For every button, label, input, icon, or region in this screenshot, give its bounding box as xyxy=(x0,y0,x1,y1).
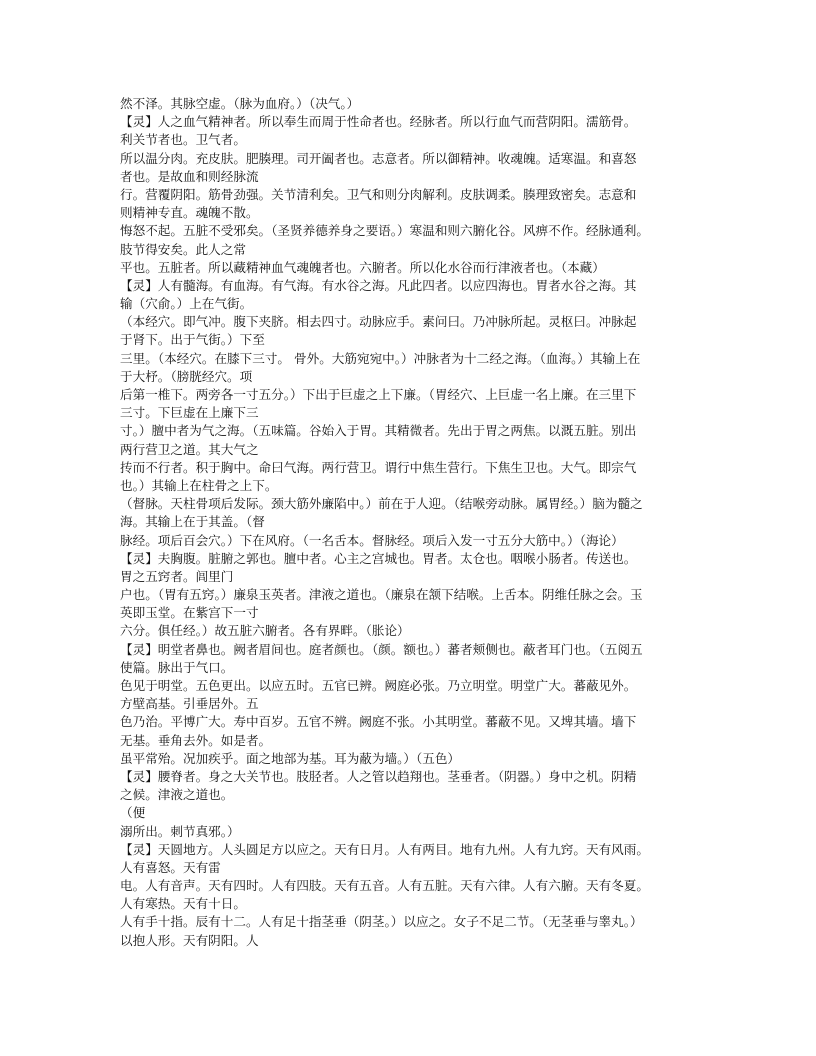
text-line: 于肾下。出于气街。）下至 xyxy=(120,332,265,348)
text-line: 抟而不行者。积于胸中。命曰气海。两行营卫。谓行中焦生营行。下焦生卫也。大气。即宗气 xyxy=(120,459,637,475)
text-line: 三里。（本经穴。在膝下三寸。 骨外。大筋宛宛中。）冲脉者为十二经之海。（血海。）其输上在 xyxy=(120,350,641,366)
text-line: 色乃治。平博广大。寿中百岁。五官不辨。阙庭不张。小其明堂。蕃蔽不见。又埤其墙。墙下 xyxy=(120,714,637,730)
text-line: 英即玉堂。在紫宫下一寸 xyxy=(120,605,259,621)
text-line: 方壁高基。引垂居外。五 xyxy=(120,696,259,712)
text-line: 人有寒热。天有十日。 xyxy=(120,896,246,912)
text-line: 【灵】明堂者鼻也。阙者眉间也。庭者颜也。（颜。额也。）蕃者颊侧也。蔽者耳门也。（五阅五 xyxy=(120,641,643,657)
text-line: 三寸。下巨虚在上廉下三 xyxy=(120,405,259,421)
text-line: 之候。津液之道也。 xyxy=(120,787,234,803)
text-line: 溺所出。刺节真邪。） xyxy=(120,823,240,839)
text-line: 后第一椎下。两旁各一寸五分。）下出于巨虚之上下廉。（胃经穴、上巨虚一名上廉。在三里下 xyxy=(120,387,637,402)
text-line: （本经穴。即气冲。腹下夹脐。相去四寸。动脉应手。素问曰。乃冲脉所起。灵枢曰。冲脉起 xyxy=(120,314,637,330)
text-line: 【灵】腰脊者。身之大关节也。肢胫者。人之管以趋翔也。茎垂者。（阴器。）身中之机。阴精 xyxy=(120,768,637,784)
text-line: 悔怒不起。五脏不受邪矣。（圣贤养德养身之要语。）寒温和则六腑化谷。风痹不作。经脉通利。 xyxy=(120,223,649,239)
text-line: 于大杼。（膀胱经穴。项 xyxy=(120,368,253,384)
text-line: 海。其输上在于其盖。（督 xyxy=(120,514,265,530)
text-line: 者也。是故血和则经脉流 xyxy=(120,168,259,184)
text-line: 两行营卫之道。其大气之 xyxy=(120,441,259,457)
text-line: 【灵】人有髓海。有血海。有气海。有水谷之海。凡此四者。以应四海也。胃者水谷之海。其 xyxy=(120,277,637,293)
text-line: 脉经。项后百会穴。）下在风府。（一名舌本。督脉经。项后入发一寸五分大筋中。）（海论） xyxy=(120,532,624,548)
text-line: 【灵】人之血气精神者。所以奉生而周于性命者也。经脉者。所以行血气而营阴阳。濡筋骨。 xyxy=(120,114,637,130)
text-line: 然不泽。其脉空虚。（脉为血府。）（决气。） xyxy=(120,96,360,111)
text-line: 寸。）膻中者为气之海。（五味篇。谷始入于胃。其精微者。先出于胃之两焦。以溉五脏。别出 xyxy=(120,423,637,439)
text-line: 肢节得安矣。此人之常 xyxy=(120,241,246,257)
text-line: 户也。（胃有五窍。）廉泉玉英者。津液之道也。（廉泉在颔下结喉。上舌本。阴维任脉之会。玉 xyxy=(120,587,643,603)
document-page xyxy=(120,95,698,950)
text-line: 人有手十指。辰有十二。人有足十指茎垂（阴茎。）以应之。女子不足二节。（无茎垂与睾丸。） xyxy=(120,914,643,930)
text-line: 输（穴俞。）上在气街。 xyxy=(120,296,253,312)
text-line: 利关节者也。卫气者。 xyxy=(120,132,246,148)
text-line: 人有喜怒。天有雷 xyxy=(120,859,221,875)
text-line: （便 xyxy=(120,805,146,821)
text-line: 虽平常殆。况加疾乎。面之地部为基。耳为蔽为墙。）（五色） xyxy=(120,750,461,766)
text-line: 也。）其输上在柱骨之上下。 xyxy=(120,477,278,493)
text-line: 则精神专直。魂魄不散。 xyxy=(120,205,259,221)
text-line: 电。人有音声。天有四时。人有四肢。天有五音。人有五脏。天有六律。人有六腑。天有冬夏。 xyxy=(120,878,649,894)
text-line: 色见于明堂。五色更出。以应五时。五官已辨。阙庭必张。乃立明堂。明堂广大。蕃蔽见外。 xyxy=(120,678,637,693)
text-line: 无基。垂角去外。如是者。 xyxy=(120,732,272,748)
text-line: 六分。俱任经。）故五脏六腑者。各有界畔。（胀论） xyxy=(120,623,410,639)
text-line: 所以温分肉。充皮肤。肥腠理。司开阖者也。志意者。所以御精神。收魂魄。适寒温。和喜怒 xyxy=(120,150,637,166)
text-line: 胃之五窍者。闾里门 xyxy=(120,568,234,584)
text-line: （督脉。天柱骨项后发际。颈大筋外廉陷中。）前在于人迎。（结喉旁动脉。属胃经。）脑为髓之 xyxy=(120,496,643,512)
text-line: 平也。五脏者。所以藏精神血气魂魄者也。六腑者。所以化水谷而行津液者也。（本藏） xyxy=(120,259,605,275)
text-line: 【灵】天圆地方。人头圆足方以应之。天有日月。人有两目。地有九州。人有九窍。天有风雨。 xyxy=(120,841,649,857)
text-line: 行。营覆阴阳。筋骨劲强。关节清利矣。卫气和则分肉解利。皮肤调柔。腠理致密矣。志意和 xyxy=(120,186,637,202)
text-line: 使篇。脉出于气口。 xyxy=(120,659,234,675)
text-line: 以抱人形。天有阴阳。人 xyxy=(120,932,259,948)
text-line: 【灵】夫胸腹。脏腑之郭也。膻中者。心主之宫城也。胃者。太仓也。咽喉小肠者。传送也。 xyxy=(120,550,637,566)
